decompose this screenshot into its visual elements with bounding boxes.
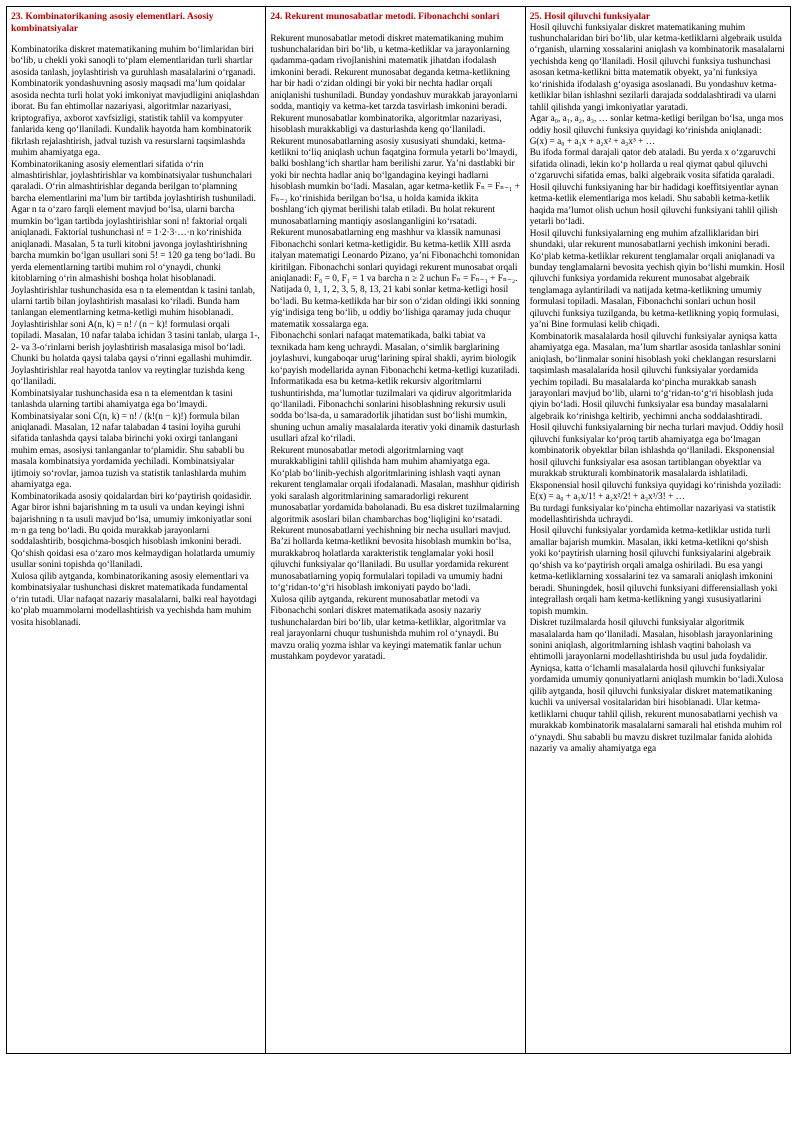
paragraph: Bu turdagi funksiyalar ko‘pincha ehtimollar nazariyasi va statistik modellashtirishda uchraydi. <box>529 503 776 525</box>
formula-exponential-generating-function: E(x) = a₀ + a₁x/1! + a₂x²/2! + a₃x³/3! + … <box>529 492 685 503</box>
column-section-23 <box>7 7 265 1053</box>
column-section-25 <box>525 7 790 1053</box>
paragraph: Kombinatorikada asosiy qoidalardan biri ko‘paytirish qoidasidir. Agar biror ishni bajarishning m ta usuli va undan keyingi ishni bajarishning n ta usuli mavjud bo‘lsa, umumiy imkoniyatlar soni m·n ga teng bo‘ladi. Bu qoida murakkab jarayonlarni soddalashtirib, bosqichma-bosqich hisoblash imkonini beradi. Qo‘shish qoidasi esa o‘zaro mos kelmaydigan holatlarda umumiy usullar sonini topishda qo‘llaniladi. <box>11 491 255 571</box>
paragraph: Hosil qiluvchi funksiyalar yordamida ketma-ketliklar ustida turli amallar bajarish mumkin. Masalan, ikki ketma-ketlikni qo‘shish yoki ko‘paytirish ularning hosil qiluvchi funksiyalarini algebraik qo‘shish va ko‘paytirish orqali amalga oshiriladi. Bu esa yangi ketma-ketliklarning xossalarini tez va samarali aniqlash imkonini beradi. Shuningdek, hosil qiluvchi funksiyani differensiallash yoki integrallash orqali ham ketma-ketlikning yangi xususiyatlarini topish mumkin. <box>529 526 778 617</box>
paragraph: Hosil qiluvchi funksiyalar diskret matematikaning muhim tushunchalaridan biri bo‘lib, ular ketma-ketliklarni algebraik usulda o‘rganish, ularning xossalarini aniqlash va kombinatorik masalalarni yechishda keng qo‘llaniladi. Hosil qiluvchi funksiya tushunchasi asosan ketma-ketlikni bitta matematik obyekt, ya’ni funksiya ko‘rinishida ifodalash g‘oyasiga asoslanadi. Bu yondashuv ketma-ketliklar bilan ishlashni sezilarli darajada soddalashtiradi va ularni tahlil qilishda yangi imkoniyatlar yaratadi. <box>529 22 785 113</box>
section-title: 23. Kombinatorikaning asosiy elementlari. Asosiy kombinatsiyalar <box>11 11 214 34</box>
paragraph: Kombinatorika diskret matematikaning muhim bo‘limlaridan biri bo‘lib, u chekli yoki sanoqli to‘plam elementlaridan turli shartlar asosida tanlash, joylashtirish va guruhlash masalalarini o‘rganadi. Kombinatorik yondashuvning asosiy maqsadi ma’lum qoidalar asosida nechta turli holat yoki imkoniyat mavjudligini aniqlashdan iborat. Bu fan ehtimollar nazariyasi, algoritmlar nazariyasi, kriptografiya, axborot xavfsizligi, statistik tahlil va kompyuter fanlarida keng qo‘llaniladi. Kundalik hayotda ham kombinatorik fikrlash rejalashtirish, jadval tuzish va resurslarni taqsimlashda muhim ahamiyatga ega. <box>11 45 260 159</box>
paragraph: Fibonachchi sonlari nafaqat matematikada, balki tabiat va texnikada ham keng uchraydi. Masalan, o‘simlik barglarining joylashuvi, kungaboqar urug‘larining spiral shakli, ayrim biologik ko‘payish modellarida aynan Fibonachchi ketma-ketligi kuzatiladi. Informatikada esa bu ketma-ketlik rekursiv algoritmlarni tushuntirishda, ma’lumotlar tuzilmalari va qidiruv algoritmlarida qo‘llaniladi. Fibonachchi sonlarini hisoblashning rekursiv usuli sodda bo‘lsa-da, u samaradorlik jihatidan sust bo‘lishi mumkin, shuning uchun amaliy masalalarda iterativ yoki dinamik dasturlash usullari afzal ko‘riladi. <box>270 331 520 445</box>
paragraph: Rekurent munosabatlarni yechishning bir necha usullari mavjud. Ba’zi hollarda ketma-ketlikni bevosita hisoblash mumkin bo‘lsa, murakkabroq holatlarda xarakteristik tenglamalar yoki hosil qiluvchi funksiyalar qo‘llaniladi. Bu usullar yordamida rekurent munosabatlarning yopiq formulalari topiladi va umumiy hadni to‘g‘ridan-to‘g‘ri hisoblash imkoniyati paydo bo‘ladi. <box>270 525 512 594</box>
paragraph: Joylashtirishlar tushunchasida esa n ta elementdan k tasini tanlab, ularni tartib bilan joylashtirish masalasi ko‘riladi. Bunda ham tanlangan elementlarning ketma-ketligi muhim hisoblanadi. Joylashtirishlar soni A(n, k) = n! / (n − k)! formulasi orqali topiladi. Masalan, 10 nafar talaba ichidan 3 tasini tanlab, ularga 1-, 2- va 3-o‘rinlarni berish joylashtirish masalasiga misol bo‘ladi. Chunki bu holatda qaysi talaba qaysi o‘rinni egallashi muhimdir. Joylashtirishlar real hayotda tanlov va reytinglar tuzishda keng qo‘llaniladi. <box>11 285 260 388</box>
paragraph: Xulosa qilib aytganda, rekurent munosabatlar metodi va Fibonachchi sonlari diskret matematikada asosiy nazariy tushunchalardan biri bo‘lib, ular ketma-ketliklar, algoritmlar va real jarayonlarni chuqur tushunishda muhim rol o‘ynaydi. Bu mavzu oraliq yozma ishlar va keyingi matematik fanlar uchun mustahkam poydevor yaratadi. <box>270 594 506 662</box>
paragraph: Diskret tuzilmalarda hosil qiluvchi funksiyalar algoritmik masalalarda ham qo‘llaniladi. Masalan, hisoblash jarayonlarining sonini aniqlash, algoritmlarning ishlash vaqtini baholash va ehtimolli jarayonlarni modellashtirishda bu usul juda foydalidir. Ayniqsa, katta o‘lchamli masalalarda hosil qiluvchi funksiyalar yordamida umumiy qonuniyatlarni aniqlash mumkin bo‘ladi.Xulosa qilib aytganda, hosil qiluvchi funksiyalar diskret matematikaning kuchli va universal vositalaridan biri hisoblanadi. Ular ketma-ketliklarni chuqur tahlil qilish, rekurent munosabatlarni yechish va murakkab kombinatorik masalalarni samarali hal etishda muhim rol o‘ynaydi. Shu sababli bu mavzu diskret tuzilmalar fanida alohida nazariy va amaliy ahamiyatga ega <box>529 618 784 755</box>
document-table <box>6 6 791 1054</box>
paragraph: Bu ifoda formal darajali qator deb ataladi. Bu yerda x o‘zgaruvchi sifatida olinadi, lekin ko‘p hollarda u real qiymat qabul qiluvchi o‘zgaruvchi sifatida emas, balki algebraik vosita sifatida qaraladi. Hosil qiluvchi funksiyaning har bir hadidagi koeffitsiyentlar aynan ketma-ketlik elementlariga mos keladi. Shu sababli ketma-ketlik haqida ma’lumot olish uchun hosil qiluvchi funksiyani tahlil qilish yetarli bo‘ladi. <box>529 148 779 228</box>
section-title: 24. Rekurent munosabatlar metodi. Fibonachchi sonlari <box>270 11 500 22</box>
paragraph: Xulosa qilib aytganda, kombinatorikaning asosiy elementlari va kombinatsiyalar tushunchasi diskret matematikada fundamental o‘rin tutadi. Ular nafaqat nazariy masalalarni, balki real hayotdagi ko‘plab muammolarni modellashtirish va yechishda ham muhim vosita hisoblanadi. <box>11 571 257 628</box>
formula-ordinary-generating-function: G(x) = a₀ + a₁x + a₂x² + a₃x³ + … <box>529 137 655 148</box>
paragraph: Hosil qiluvchi funksiyalarning bir necha turlari mavjud. Oddiy hosil qiluvchi funksiyalar ko‘proq tartib ahamiyatga ega bo‘lmagan kombinatorik obyektlar bilan ishlashda qo‘llaniladi. Eksponensial hosil qiluvchi funksiyalar esa asosan tartiblangan obyektlar va murakkab strukturali kombinatorik masalalarda ishlatiladi. Eksponensial hosil qiluvchi funksiya quyidagi ko‘rinishda yoziladi: <box>529 423 784 491</box>
paragraph: Rekurent munosabatlarning eng mashhur va klassik namunasi Fibonachchi sonlari ketma-ketligidir. Bu ketma-ketlik XIII asrda italyan matematigi Leonardo Pizano, ya’ni Fibonachchi tomonidan kiritilgan. Fibonachchi sonlari quyidagi rekurent munosabat orqali aniqlanadi: F₀ = 0, F₁ = 1 va barcha n ≥ 2 uchun Fₙ = Fₙ₋₁ + Fₙ₋₂. Natijada 0, 1, 1, 2, 3, 5, 8, 13, 21 kabi sonlar ketma-ketligi hosil bo‘ladi. Bu ketma-ketlikda har bir son o‘zidan oldingi ikki sonning yig‘indisiga teng bo‘lib, u oddiy bo‘lishiga qaramay juda chuqur matematik xossalarga ega. <box>270 228 520 330</box>
paragraph: Agar a₀, a₁, a₂, a₃, … sonlar ketma-ketligi berilgan bo‘lsa, unga mos oddiy hosil qiluvchi funksiya quyidagi ko‘rinishda aniqlanadi: <box>529 114 784 136</box>
paragraph: Hosil qiluvchi funksiyalarning eng muhim afzalliklaridan biri shundaki, ular rekurent munosabatlarni yechish imkonini beradi. Ko‘plab ketma-ketliklar rekurent tenglamalar orqali aniqlanadi va bunday tenglamalarni bevosita yechish qiyin bo‘lishi mumkin. Hosil qiluvchi funksiya yordamida rekurent munosabat algebraik tenglamaga aylantiriladi va natijada ketma-ketlikning umumiy formulasi topiladi. Masalan, Fibonachchi sonlari uchun hosil qiluvchi funksiya tuzilganda, bu ketma-ketlikning yopiq formulasi, ya’ni Bine formulasi kelib chiqadi. <box>529 228 785 331</box>
paragraph: Rekurent munosabatlarning asosiy xususiyati shundaki, ketma-ketlikni to‘liq aniqlash uchun faqatgina formula yetarli bo‘lmaydi, balki boshlang‘ich shartlar ham berilishi zarur. Ya’ni dastlabki bir yoki bir nechta hadlar aniq bo‘lgandagina keyingi hadlarni hisoblash mumkin bo‘ladi. Masalan, agar ketma-ketlik Fₙ = Fₙ₋₁ + Fₙ₋₂ ko‘rinishida berilgan bo‘lsa, u holda kamida ikkita boshlang‘ich qiymat berilishi talab etiladi. Bu holat rekurent munosabatlarning mantiqiy asoslanganligini ko‘rsatadi. <box>270 136 520 227</box>
paragraph: Kombinatorik masalalarda hosil qiluvchi funksiyalar ayniqsa katta ahamiyatga ega. Masalan, ma’lum shartlar asosida tanlashlar sonini aniqlash, bo‘linmalar sonini hisoblash yoki cheklangan resurslarni taqsimlash masalalarida hosil qiluvchi funksiyalar yordamida yechim topiladi. Bu masalalarda ko‘pincha murakkab sanash jarayonlari mavjud bo‘lib, ularni to‘g‘ridan-to‘g‘ri hisoblash juda qiyin bo‘ladi. Hosil qiluvchi funksiyalar esa bunday masalalarni algebraik ko‘rinishga keltirib, yechimni ancha soddalashtiradi. <box>529 331 781 422</box>
column-section-24 <box>265 7 524 1053</box>
paragraph: Rekurent munosabatlar metodi algoritmlarning vaqt murakkabligini tahlil qilishda ham muhim ahamiyatga ega. Ko‘plab bo‘linib-yechish algoritmlarining ishlash vaqti aynan rekurent tenglamalar orqali ifodalanadi. Masalan, mashhur qidirish yoki saralash algoritmlarining samaradorligi rekurent munosabatlar yordamida baholanadi. Bu esa diskret tuzilmalarning algoritmik asoslari bilan chambarchas bog‘liqligini ko‘rsatadi. <box>270 445 520 525</box>
paragraph: Rekurent munosabatlar metodi diskret matematikaning muhim tushunchalaridan biri bo‘lib, u ketma-ketliklar va jarayonlarning qadamma-qadam rivojlanishini matematik jihatdan ifodalash imkonini beradi. Rekurent munosabat deganda ketma-ketlikning har bir hadi o‘zidan oldingi bir yoki bir nechta hadlar orqali aniqlanishi tushuniladi. Bunday yondashuv murakkab jarayonlarni sodda, mantiqiy va ketma-ket tarzda tasvirlash imkonini beradi. Rekurent munosabatlar kombinatorika, algoritmlar nazariyasi, hisoblash murakkabligi va dasturlashda keng qo‘llaniladi. <box>270 33 518 136</box>
paragraph: Kombinatorikaning asosiy elementlari sifatida o‘rin almashtirishlar, joylashtirishlar va kombinatsiyalar tushunchalari qaraladi. O‘rin almashtirishlar deganda berilgan to‘plamning barcha elementlarini ma’lum bir tartibda joylashtirish tushuniladi. Agar n ta o‘zaro farqli element mavjud bo‘lsa, ularni barcha mumkin bo‘lgan tartibda joylashtirishlar soni n! faktorial orqali aniqlanadi. Faktorial tushunchasi n! = 1·2·3·…·n ko‘rinishida aniqlanadi. Masalan, 5 ta turli kitobni javonga joylashtirishning barcha mumkin bo‘lgan usullari soni 5! = 120 ga teng bo‘ladi. Bu yerda elementlarning tartibi muhim rol o‘ynaydi, chunki kitoblarning o‘rin almashishi boshqa holat hisoblanadi. <box>11 159 257 285</box>
paragraph: Kombinatsiyalar tushunchasida esa n ta elementdan k tasini tanlashda ularning tartibi ahamiyatga ega bo‘lmaydi. Kombinatsiyalar soni C(n, k) = n! / (k!(n − k)!) formula bilan aniqlanadi. Masalan, 12 nafar talabadan 4 tasini loyiha guruhi sifatida tanlashda qaysi talaba birinchi yoki oxirgi tanlangani muhim emas, asosiysi tanlanganlar to‘plamidir. Shu sababli bu masala kombinatsiya yordamida yechiladi. Kombinatsiyalar ijtimoiy so‘rovlar, jamoa tuzish va statistik tanlashlarda muhim ahamiyatga ega. <box>11 388 247 491</box>
section-title: 25. Hosil qiluvchi funksiyalar <box>529 11 651 22</box>
